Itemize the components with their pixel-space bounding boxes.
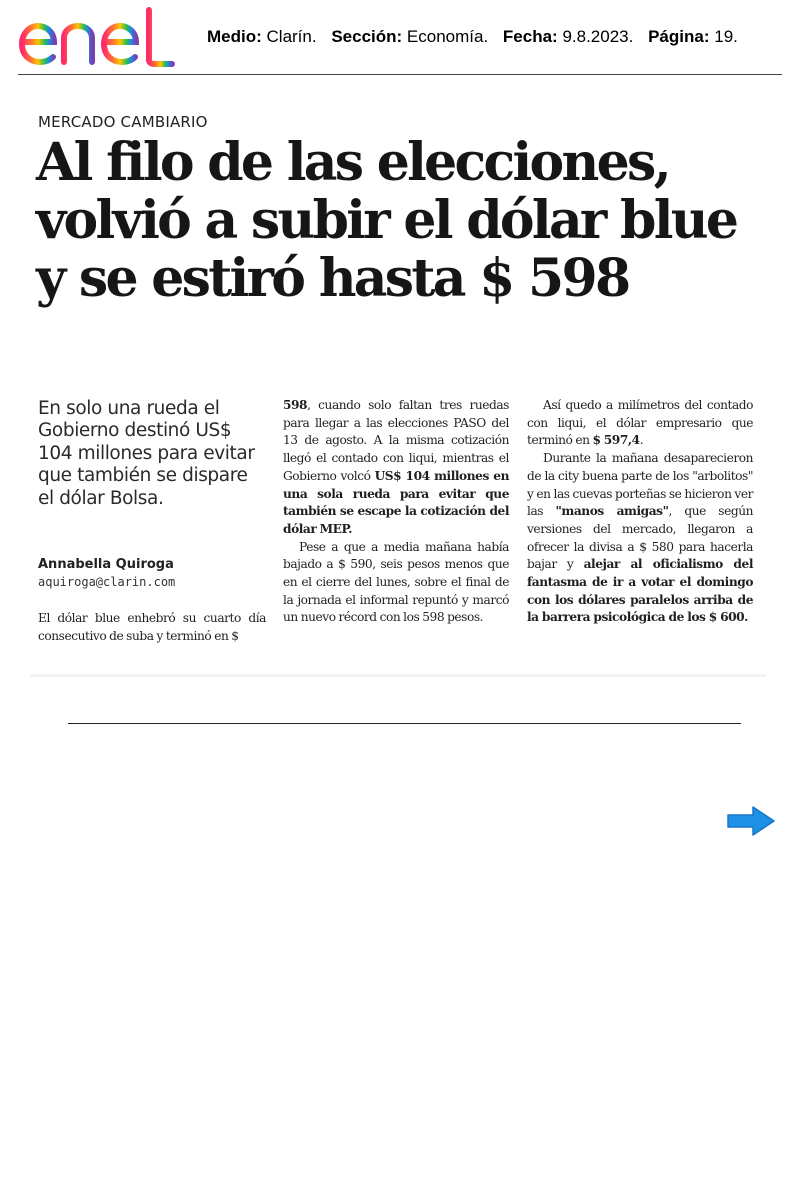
document-meta xyxy=(207,27,738,47)
article-column-2 xyxy=(283,397,509,627)
arrow-right-icon[interactable] xyxy=(725,804,777,838)
article-headline xyxy=(36,134,776,308)
clipping-edge xyxy=(30,674,766,677)
article-column-1 xyxy=(38,610,266,645)
seccion-label: Sección: xyxy=(331,27,403,46)
article-kicker: MERCADO CAMBIARIO xyxy=(38,113,208,131)
author-email[interactable]: aquiroga@clarin.com xyxy=(38,575,176,589)
seccion-value: Economía. xyxy=(406,27,489,46)
medio-value: Clarín. xyxy=(266,27,317,46)
footer-divider xyxy=(68,723,741,724)
document-header xyxy=(18,8,782,74)
headline-line: volvió a subir el dólar blue xyxy=(36,190,737,251)
fecha-value: 9.8.2023. xyxy=(562,27,634,46)
article-column-3 xyxy=(527,397,753,627)
headline-line: y se estiró hasta $ 598 xyxy=(36,248,629,309)
medio-label: Medio: xyxy=(207,27,262,46)
pagina-label: Página: xyxy=(648,27,710,46)
paragraph: Durante la mañana desaparecieron de la city buena parte de los "arbolitos" y en las cuevas porteñas se hicieron ver las "manos amigas", que según versiones del mercado, llegaron a ofrecer la divisa a $ 580 para hacerla bajar y alejar al oficialismo del fantasma de ir a votar el domingo con los dólares paralelos arriba de la barrera psicológica de los $ 600. xyxy=(527,451,753,625)
svg-text:enel: enel xyxy=(18,68,20,69)
fecha-label: Fecha: xyxy=(502,27,558,46)
paragraph: 598, cuando solo faltan tres ruedas para llegar a las elecciones PASO del 13 de agosto. A la misma cotización llegó el contado con liqui, mientras el Gobierno volcó US$ 104 millones en una sola rueda para evitar que también se escape la cotización del dólar MEP. xyxy=(283,398,510,536)
paragraph: El dólar blue enhebró su cuarto día consecutivo de suba y terminó en $ xyxy=(38,611,266,643)
paragraph: Pese a que a media mañana había bajado a $ 590, seis pesos menos que en el cierre del lunes, sobre el final de la jornada el informal repuntó y marcó un nuevo récord con los 598 pesos. xyxy=(283,539,509,625)
article-deck: En solo una rueda el Gobierno destinó US$ 104 millones para evitar que también se dispare el dólar Bolsa. xyxy=(38,398,255,509)
headline-line: Al filo de las elecciones, xyxy=(36,132,669,193)
article-author: Annabella Quiroga xyxy=(38,557,174,572)
paragraph: Así quedo a milímetros del contado con liqui, el dólar empresario que terminó en $ 597,4. xyxy=(527,398,753,448)
header-divider xyxy=(18,74,782,75)
pagina-value: 19. xyxy=(714,27,738,46)
enel-logo xyxy=(18,8,180,68)
